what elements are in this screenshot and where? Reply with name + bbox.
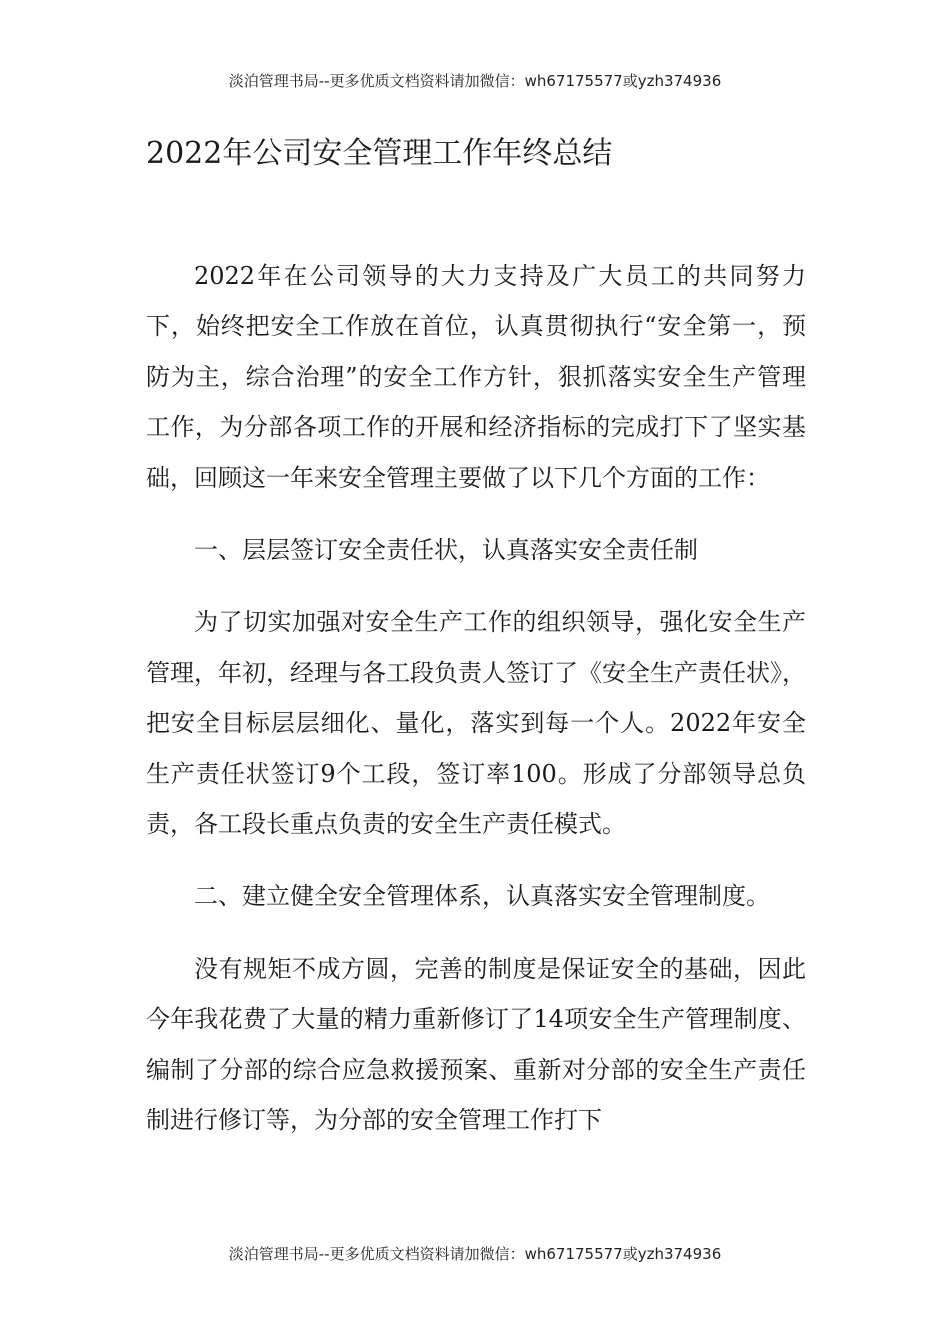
paragraph-intro: 2022年在公司领导的大力支持及广大员工的共同努力下，始终把安全工作放在首位，认真贯彻执行“安全第一，预防为主，综合治理”的安全工作方针，狠抓落实安全生产管理工作，为分部各项工作的开展和经济指标的完成打下了坚实基础，回顾这一年来安全管理主要做了以下几个方面的工作：	[146, 262, 806, 492]
section-heading-2: 二、建立健全安全管理体系，认真落实安全管理制度。	[194, 882, 770, 911]
document-title: 2022年公司安全管理工作年终总结	[146, 136, 613, 171]
section-heading-1: 一、层层签订安全责任状，认真落实安全责任制	[194, 536, 698, 565]
paragraph-section-1: 为了切实加强对安全生产工作的组织领导，强化安全生产管理，年初，经理与各工段负责人签订了《安全生产责任状》，把安全目标层层细化、量化，落实到每一个人。2022年安全生产责任状签订9个工段，签订率100。形成了分部领导总负责，各工段长重点负责的安全生产责任模式。	[146, 608, 806, 839]
page-header: 淡泊管理书局--更多优质文档资料请加微信：wh67175577或yzh374936	[228, 72, 722, 90]
document-body	[146, 251, 806, 1168]
page-footer: 淡泊管理书局--更多优质文档资料请加微信：wh67175577或yzh374936	[228, 1245, 722, 1263]
paragraph-section-2: 没有规矩不成方圆，完善的制度是保证安全的基础，因此今年我花费了大量的精力重新修订了14项安全生产管理制度、编制了分部的综合应急救援预案、重新对分部的安全生产责任制进行修订等，为分部的安全管理工作打下	[146, 954, 806, 1135]
